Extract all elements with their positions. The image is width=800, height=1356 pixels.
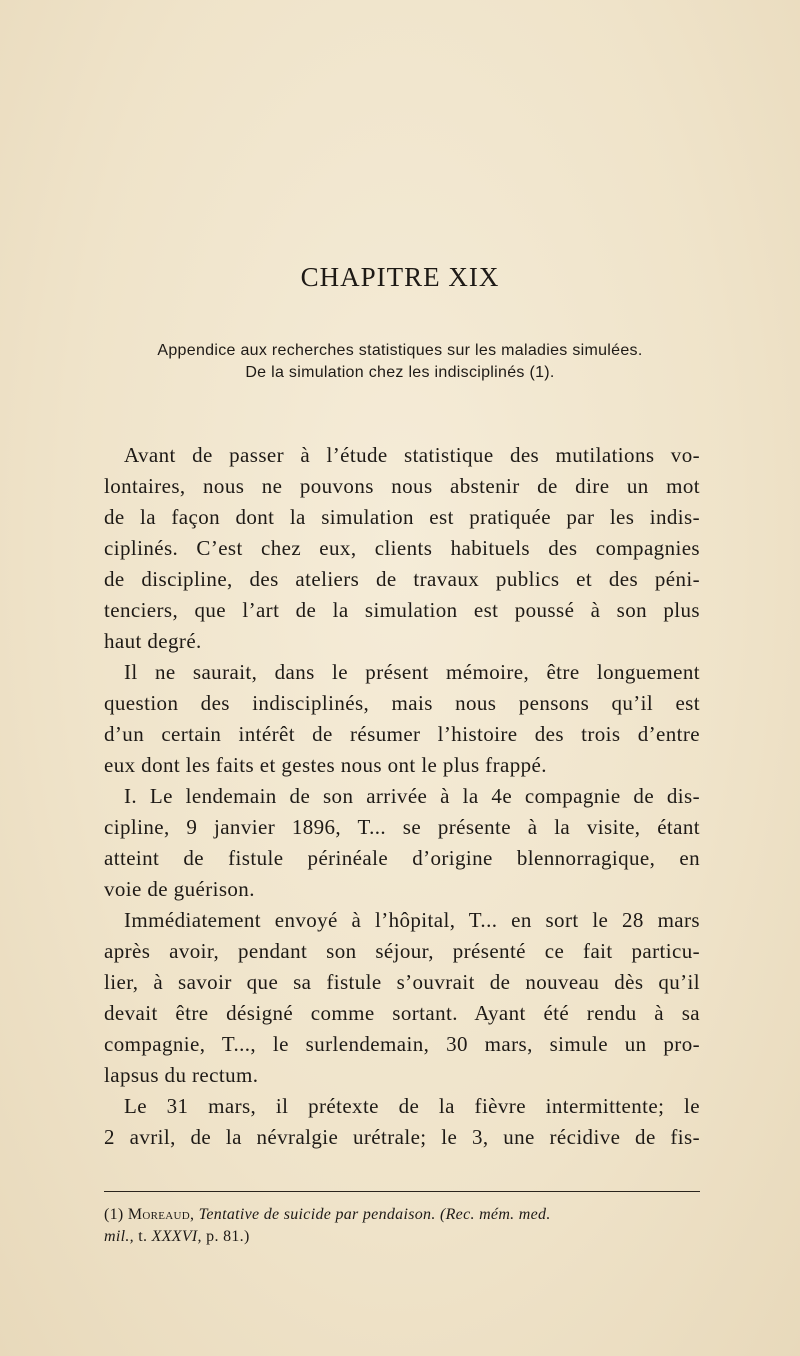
text-line: Il ne saurait, dans le présent mémoire, être longuement: [124, 660, 700, 684]
text-line: lapsus du rectum.: [104, 1063, 259, 1087]
text-line: I. Le lendemain de son arrivée à la 4e compagnie de dis-: [124, 784, 700, 808]
footnote-volume: XXXVI,: [151, 1228, 202, 1245]
footnote-source: (Rec. mém. med.: [439, 1206, 551, 1223]
footnote-work-title: Tentative de suicide par pendaison.: [198, 1206, 436, 1223]
text-line: devait être désigné comme sortant. Ayant été rendu à sa: [104, 1001, 700, 1025]
text-line: question des indisciplinés, mais nous pensons qu’il est: [104, 691, 700, 715]
text-line: de la façon dont la simulation est pratiquée par les indis-: [104, 505, 700, 529]
footnote-line: [104, 1204, 700, 1226]
footnote-source-cont: mil.,: [104, 1228, 134, 1245]
text-line: après avoir, pendant son séjour, présenté ce fait particu-: [104, 939, 700, 963]
text-line: tenciers, que l’art de la simulation est poussé à son plus: [104, 598, 700, 622]
footnote: [104, 1204, 700, 1248]
text-line: atteint de fistule périnéale d’origine blennorragique, en: [104, 846, 700, 870]
text-line: cipline, 9 janvier 1896, T... se présente à la visite, étant: [104, 815, 700, 839]
text-line: haut degré.: [104, 629, 202, 653]
text-line: Immédiatement envoyé à l’hôpital, T... en sort le 28 mars: [124, 908, 700, 932]
text-line: lontaires, nous ne pouvons nous abstenir de dire un mot: [104, 474, 700, 498]
footnote-divider: [104, 1191, 700, 1192]
text-line: ciplinés. C’est chez eux, clients habituels des compagnies: [104, 536, 700, 560]
body-text: [104, 440, 700, 1153]
chapter-subtitle: [0, 340, 800, 384]
chapter-title: CHAPITRE XIX: [300, 262, 500, 292]
footnote-line: [104, 1226, 700, 1248]
text-line: eux dont les faits et gestes nous ont le plus frappé.: [104, 753, 547, 777]
text-line: compagnie, T..., le surlendemain, 30 mars, simule un pro-: [104, 1032, 700, 1056]
footnote-page: p. 81.): [206, 1228, 250, 1245]
text-line: de discipline, des ateliers de travaux publics et des péni-: [104, 567, 700, 591]
subtitle-line: De la simulation chez les indisciplinés (1).: [245, 364, 555, 381]
subtitle-line: Appendice aux recherches statistiques sur les maladies simulées.: [157, 342, 643, 359]
text-line: Avant de passer à l’étude statistique des mutilations vo-: [124, 443, 700, 467]
text-line: lier, à savoir que sa fistule s’ouvrait de nouveau dès qu’il: [104, 970, 700, 994]
text-line: Le 31 mars, il prétexte de la fièvre intermittente; le: [124, 1094, 700, 1118]
footnote-volume-prefix: t.: [138, 1228, 148, 1245]
footnote-author: Moreaud,: [127, 1206, 195, 1223]
footnote-marker: (1): [104, 1206, 124, 1223]
text-line: 2 avril, de la névralgie urétrale; le 3, une récidive de fis-: [104, 1125, 700, 1149]
text-line: voie de guérison.: [104, 877, 255, 901]
text-line: d’un certain intérêt de résumer l’histoire des trois d’entre: [104, 722, 700, 746]
